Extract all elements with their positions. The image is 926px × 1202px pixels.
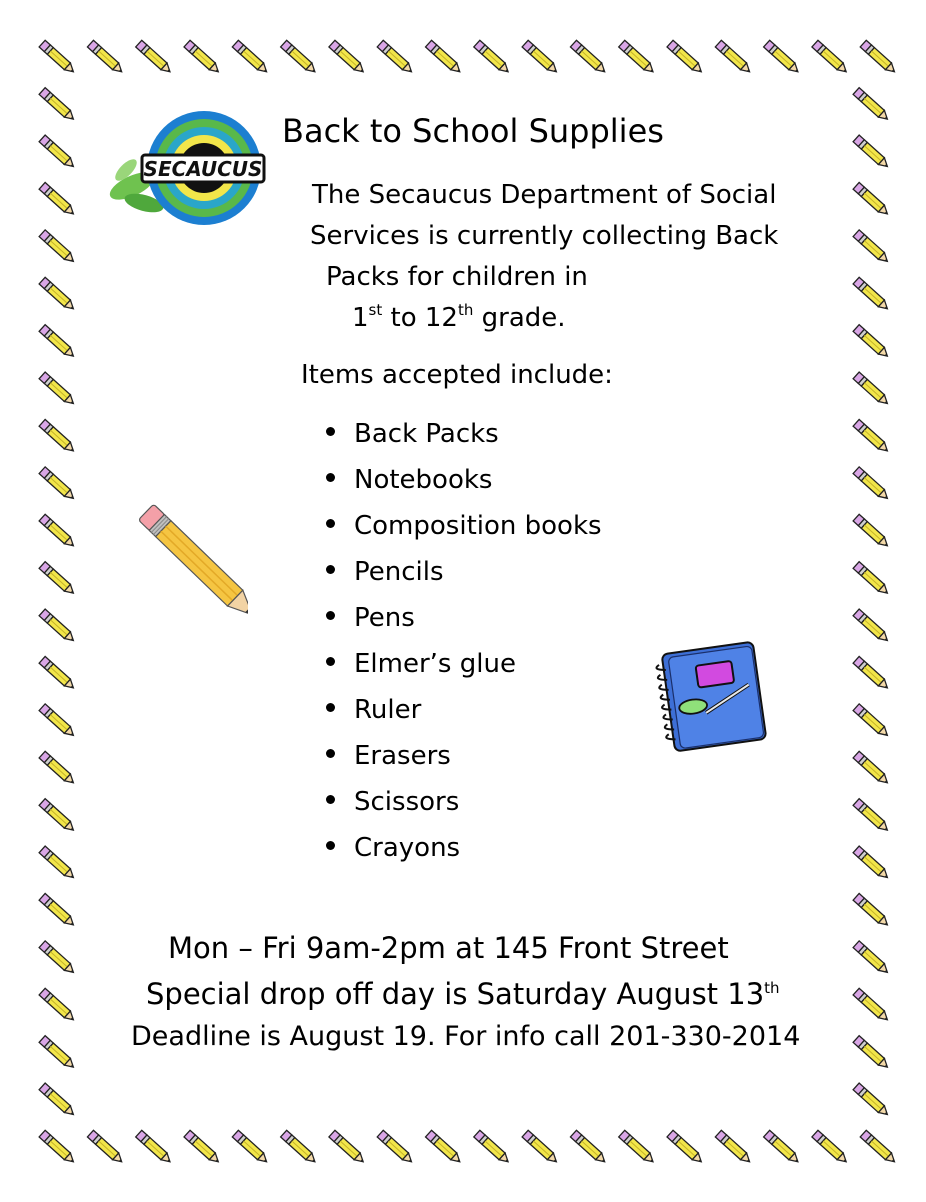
border-pencil-icon xyxy=(853,514,890,549)
border-pencil-icon xyxy=(39,467,76,502)
border-pencil-icon xyxy=(570,1130,607,1165)
border-pencil-icon xyxy=(39,893,76,928)
border-pencil-icon xyxy=(853,799,890,834)
bullet-icon xyxy=(326,427,335,436)
border-pencil-icon xyxy=(853,562,890,597)
border-pencil-icon xyxy=(667,1130,704,1165)
border-pencil-icon xyxy=(812,40,849,75)
border-pencil-icon xyxy=(184,1130,221,1165)
border-pencil-icon xyxy=(39,1036,76,1071)
logo-text: SECAUCUS xyxy=(143,157,263,181)
border-pencil-icon xyxy=(39,419,76,454)
border-pencil-icon xyxy=(853,372,890,407)
border-pencil-icon xyxy=(570,40,607,75)
list-item: Scissors xyxy=(326,784,602,830)
border-pencil-icon xyxy=(426,40,463,75)
border-pencil-icon xyxy=(39,325,76,360)
grade-mid: to 12 xyxy=(382,303,458,333)
border-pencil-icon xyxy=(329,1130,366,1165)
dropoff-date-suffix: th xyxy=(764,979,780,997)
border-pencil-icon xyxy=(377,40,414,75)
border-pencil-icon xyxy=(39,988,76,1023)
supply-list xyxy=(326,416,602,876)
border-pencil-icon xyxy=(281,40,318,75)
border-pencil-icon xyxy=(853,325,890,360)
border-pencil-icon xyxy=(39,88,76,123)
border-pencil-icon xyxy=(474,40,511,75)
deadline-line: Deadline is August 19. For info call 201-330-2014 xyxy=(131,1021,801,1052)
border-pencil-icon xyxy=(619,40,656,75)
border-pencil-icon xyxy=(39,1083,76,1118)
border-pencil-icon xyxy=(522,1130,559,1165)
border-pencil-icon xyxy=(232,40,269,75)
border-pencil-icon xyxy=(39,704,76,739)
border-pencil-icon xyxy=(853,846,890,881)
intro-line-1: The Secaucus Department of Social xyxy=(312,180,777,210)
border-pencil-icon xyxy=(853,467,890,502)
grade-end-suffix: th xyxy=(457,301,474,319)
border-pencil-icon xyxy=(87,1130,124,1165)
border-pencil-icon xyxy=(39,941,76,976)
border-pencil-icon xyxy=(426,1130,463,1165)
border-pencil-icon xyxy=(39,846,76,881)
border-pencil-icon xyxy=(377,1130,414,1165)
border-pencil-icon xyxy=(860,1130,897,1165)
bullet-icon xyxy=(326,519,335,528)
list-item: Ruler xyxy=(326,692,602,738)
border-pencil-icon xyxy=(329,40,366,75)
bullet-icon xyxy=(326,611,335,620)
grade-start: 1 xyxy=(352,303,369,333)
list-item: Pens xyxy=(326,600,602,646)
border-pencil-icon xyxy=(764,40,801,75)
grade-start-suffix: st xyxy=(368,301,383,319)
list-item: Notebooks xyxy=(326,462,602,508)
list-item: Composition books xyxy=(326,508,602,554)
border-pencil-icon xyxy=(136,40,173,75)
bullet-icon xyxy=(326,565,335,574)
hours-line: Mon – Fri 9am-2pm at 145 Front Street xyxy=(168,931,729,965)
list-item: Erasers xyxy=(326,738,602,784)
border-pencil-icon xyxy=(39,230,76,265)
intro-line-2: Services is currently collecting Back xyxy=(310,221,779,251)
border-pencil-icon xyxy=(853,988,890,1023)
border-pencil-icon xyxy=(853,941,890,976)
intro-line-4 xyxy=(352,303,566,333)
border-pencil-icon xyxy=(764,1130,801,1165)
border-pencil-icon xyxy=(39,799,76,834)
grade-end: grade. xyxy=(473,303,566,333)
bullet-icon xyxy=(326,795,335,804)
border-pencil-icon xyxy=(39,277,76,312)
border-pencil-icon xyxy=(853,609,890,644)
border-pencil-icon xyxy=(39,372,76,407)
bullet-icon xyxy=(326,749,335,758)
list-item: Elmer’s glue xyxy=(326,646,602,692)
bullet-icon xyxy=(326,841,335,850)
list-item: Crayons xyxy=(326,830,602,876)
border-pencil-icon xyxy=(232,1130,269,1165)
border-pencil-icon xyxy=(39,40,76,75)
border-pencil-icon xyxy=(522,40,559,75)
bullet-icon xyxy=(326,473,335,482)
border-pencil-icon xyxy=(853,704,890,739)
border-pencil-icon xyxy=(853,893,890,928)
bullet-icon xyxy=(326,703,335,712)
border-pencil-icon xyxy=(853,230,890,265)
dropoff-line xyxy=(146,977,780,1011)
list-item: Back Packs xyxy=(326,416,602,462)
border-pencil-icon xyxy=(39,135,76,170)
border-pencil-icon xyxy=(853,1036,890,1071)
bullet-icon xyxy=(326,657,335,666)
border-pencil-icon xyxy=(136,1130,173,1165)
border-pencil-icon xyxy=(39,1130,76,1165)
items-heading: Items accepted include: xyxy=(301,360,613,390)
notebook-icon xyxy=(650,638,772,756)
border-pencil-icon xyxy=(853,88,890,123)
border-pencil-icon xyxy=(853,656,890,691)
list-item: Pencils xyxy=(326,554,602,600)
border-pencil-icon xyxy=(39,751,76,786)
border-pencil-icon xyxy=(715,40,752,75)
border-pencil-icon xyxy=(281,1130,318,1165)
secaucus-logo xyxy=(104,108,269,228)
border-pencil-icon xyxy=(39,562,76,597)
intro-line-3: Packs for children in xyxy=(326,262,588,292)
border-pencil-icon xyxy=(667,40,704,75)
border-pencil-icon xyxy=(87,40,124,75)
border-pencil-icon xyxy=(474,1130,511,1165)
border-pencil-icon xyxy=(715,1130,752,1165)
pencil-icon xyxy=(128,498,248,616)
border-pencil-icon xyxy=(812,1130,849,1165)
border-pencil-icon xyxy=(853,277,890,312)
dropoff-text: Special drop off day is Saturday August 13 xyxy=(146,977,765,1011)
border-pencil-icon xyxy=(853,751,890,786)
border-pencil-icon xyxy=(39,182,76,217)
border-pencil-icon xyxy=(39,514,76,549)
border-pencil-icon xyxy=(39,609,76,644)
border-pencil-icon xyxy=(853,1083,890,1118)
border-pencil-icon xyxy=(184,40,221,75)
border-pencil-icon xyxy=(619,1130,656,1165)
border-pencil-icon xyxy=(860,40,897,75)
border-pencil-icon xyxy=(39,656,76,691)
flyer-title: Back to School Supplies xyxy=(282,112,664,150)
border-pencil-icon xyxy=(853,135,890,170)
border-pencil-icon xyxy=(853,182,890,217)
border-pencil-icon xyxy=(853,419,890,454)
